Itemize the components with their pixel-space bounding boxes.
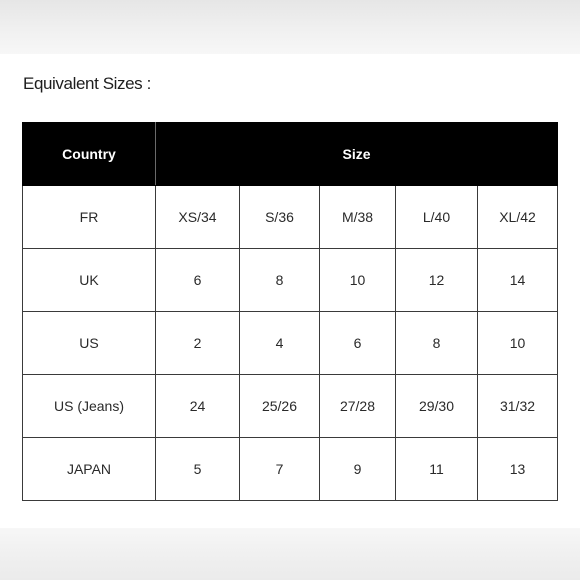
country-cell: US (23, 312, 156, 375)
table-row (23, 375, 558, 438)
size-cell: 24 (156, 375, 240, 438)
size-cell: XL/42 (478, 186, 558, 249)
size-cell: 6 (320, 312, 396, 375)
table-header-row (23, 123, 558, 186)
size-cell: XS/34 (156, 186, 240, 249)
size-cell: 10 (478, 312, 558, 375)
country-cell: JAPAN (23, 438, 156, 501)
size-cell: 29/30 (396, 375, 478, 438)
top-background-band (0, 0, 580, 54)
size-cell: 31/32 (478, 375, 558, 438)
table-row (23, 312, 558, 375)
size-cell: 6 (156, 249, 240, 312)
table-row (23, 438, 558, 501)
table-row (23, 249, 558, 312)
size-cell: 12 (396, 249, 478, 312)
bottom-background-band (0, 528, 580, 580)
size-cell: S/36 (240, 186, 320, 249)
table-row (23, 186, 558, 249)
size-cell: 25/26 (240, 375, 320, 438)
size-cell: 5 (156, 438, 240, 501)
size-cell: 10 (320, 249, 396, 312)
size-cell: 2 (156, 312, 240, 375)
size-cell: 4 (240, 312, 320, 375)
size-cell: 7 (240, 438, 320, 501)
size-cell: 13 (478, 438, 558, 501)
size-conversion-table (22, 122, 558, 501)
country-cell: UK (23, 249, 156, 312)
size-cell: 9 (320, 438, 396, 501)
country-cell: US (Jeans) (23, 375, 156, 438)
size-cell: 11 (396, 438, 478, 501)
page-heading: Equivalent Sizes : (23, 74, 151, 93)
size-cell: 8 (240, 249, 320, 312)
size-cell: M/38 (320, 186, 396, 249)
country-cell: FR (23, 186, 156, 249)
header-country: Country (23, 123, 156, 186)
size-cell: 14 (478, 249, 558, 312)
size-cell: 27/28 (320, 375, 396, 438)
header-size: Size (156, 123, 558, 186)
size-cell: 8 (396, 312, 478, 375)
size-cell: L/40 (396, 186, 478, 249)
